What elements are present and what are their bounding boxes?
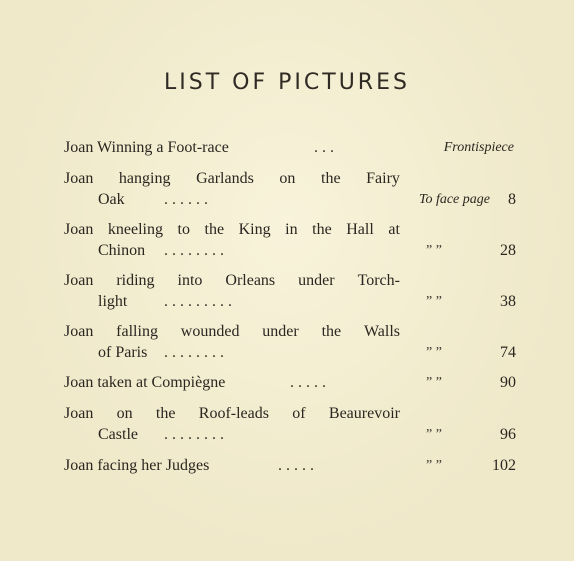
page-number: 102 <box>492 457 516 474</box>
dot-leader: . . . . . <box>290 374 326 391</box>
dot-leader: . . . . . . . . . <box>164 293 232 310</box>
dot-leader: . . . . . . <box>164 191 208 208</box>
list-item: Joan kneeling to the King in the Hall at Chinon . . . . . . . . ” ” 28 <box>64 221 516 259</box>
list-item <box>64 455 516 476</box>
list-item <box>64 372 516 393</box>
dot-leader: . . . . . <box>278 457 314 474</box>
ditto-marks: ” ” <box>426 427 442 442</box>
list-item: Joan riding into Orleans under Torch- light . . . . . . . . . ” ” 38 <box>64 272 516 310</box>
page-number: 28 <box>500 242 516 259</box>
entry-title-continued: light <box>98 293 128 310</box>
list-item: Joan hanging Garlands on the Fairy Oak . . . . . . To face page 8 <box>64 170 516 208</box>
ditto-marks: ” ” <box>426 345 442 360</box>
page-number: 90 <box>500 374 516 391</box>
dot-leader: . . . . . . . . <box>164 426 224 443</box>
ditto-marks: ” ” <box>426 243 442 258</box>
ditto-marks: ” ” <box>426 375 442 390</box>
page-number: 96 <box>500 426 516 443</box>
entry-title: Joan facing her Judges <box>64 457 210 474</box>
page-number: 74 <box>500 344 516 361</box>
dot-leader: . . . <box>314 139 334 156</box>
list-item: Joan falling wounded under the Walls of Paris . . . . . . . . ” ” 74 <box>64 323 516 361</box>
entry-title-continued: Oak <box>98 191 125 208</box>
entry-title: Joan taken at Compiègne <box>64 374 226 391</box>
entry-title-continued: Castle <box>98 426 138 443</box>
entry-title-continued: of Paris <box>98 344 148 361</box>
page-title: LIST OF PICTURES <box>164 70 410 95</box>
list-item: Joan on the Roof-leads of Beaurevoir Castle . . . . . . . . ” ” 96 <box>64 405 516 443</box>
ditto-marks: ” ” <box>426 294 442 309</box>
entry-reference: To face page <box>418 192 490 207</box>
page-number: 38 <box>500 293 516 310</box>
list-item <box>64 137 516 158</box>
page-number: 8 <box>508 191 516 208</box>
ditto-marks: ” ” <box>426 458 442 473</box>
entry-title: Joan Winning a Foot-race <box>64 139 229 156</box>
dot-leader: . . . . . . . . <box>164 344 224 361</box>
dot-leader: . . . . . . . . <box>164 242 224 259</box>
entry-reference: Frontispiece <box>443 140 514 155</box>
entry-title-continued: Chinon <box>98 242 146 259</box>
